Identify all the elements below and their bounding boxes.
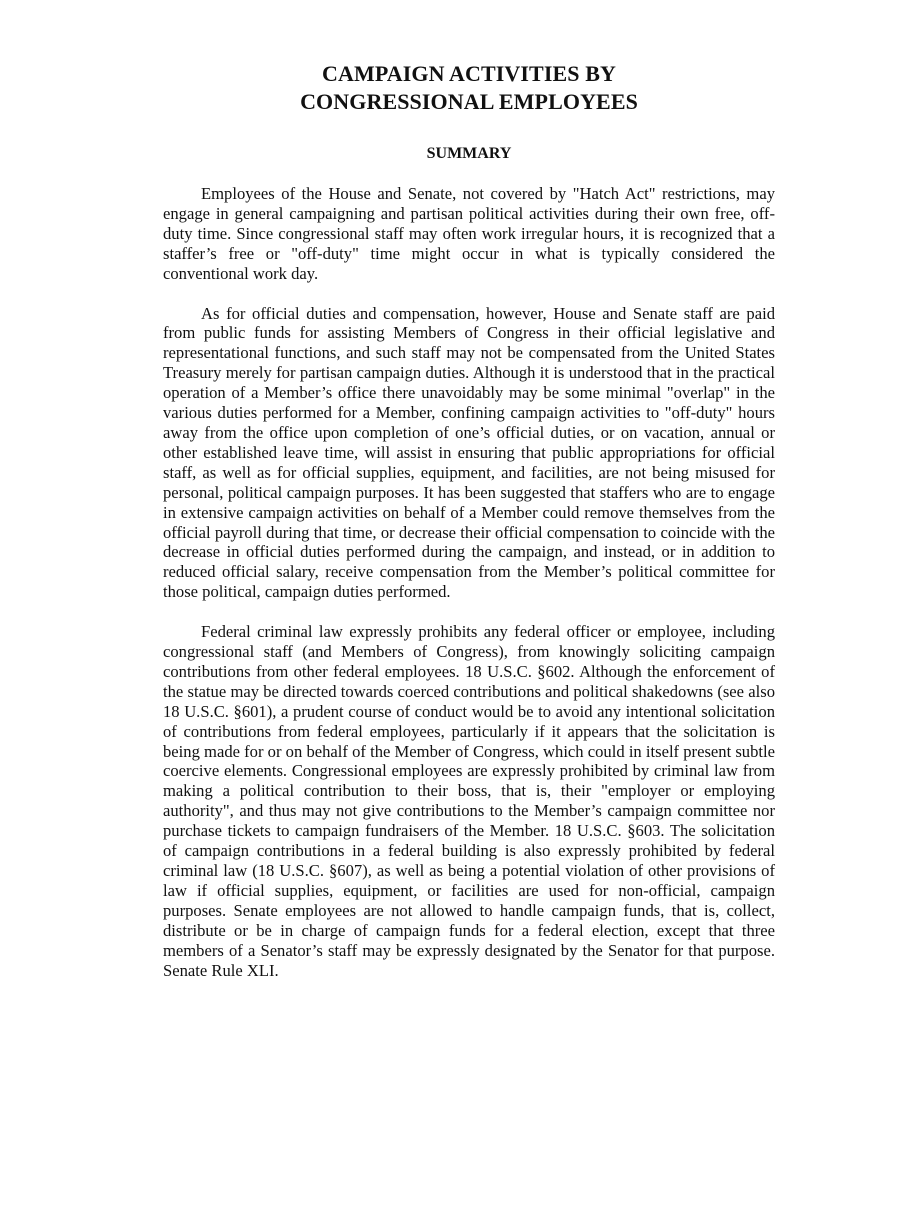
paragraph-hatch-act: Employees of the House and Senate, not covered by "Hatch Act" restrictions, may engage in general campaigning and partisan political activities during their own free, off-duty time. Since congressional staff may often work irregular hours, it is recognized that a staffer’s free or "off-duty" time might occur in what is typically considered the conventional work day.	[163, 184, 775, 283]
summary-heading: SUMMARY	[426, 145, 512, 162]
paragraph-criminal-law: Federal criminal law expressly prohibits any federal officer or employee, including congressional staff (and Members of Congress), from knowingly soliciting campaign contributions from other federal employees. 18 U.S.C. §602. Although the enforcement of the statue may be directed towards coerced contributions and political shakedowns (see also 18 U.S.C. §601), a prudent course of conduct would be to avoid any intentional solicitation of contributions from federal employees, particularly if it appears that the solicitation is being made for or on behalf of the Member of Congress, which could in itself present subtle coercive elements. Congressional employees are expressly prohibited by criminal law from making a political contribution to their boss, that is, their "employer or employing authority", and thus may not give contributions to the Member’s campaign committee nor purchase tickets to campaign fundraisers of the Member. 18 U.S.C. §603. The solicitation of campaign contributions in a federal building is also expressly prohibited by federal criminal law (18 U.S.C. §607), as well as being a potential violation of other provisions of law if official supplies, equipment, or facilities are used for non-official, campaign purposes. Senate employees are not allowed to handle campaign funds, that is, collect, distribute or be in charge of campaign funds for a federal election, except that three members of a Senator’s staff may be expressly designated by the Senator for that purpose. Senate Rule XLI.	[163, 622, 775, 980]
paragraph-official-duties: As for official duties and compensation, however, House and Senate staff are paid from public funds for assisting Members of Congress in their official legislative and representational functions, and such staff may not be compensated from the United States Treasury merely for partisan campaign duties. Although it is understood that in the practical operation of a Member’s office there unavoidably may be some minimal "overlap" in the various duties performed for a Member, confining campaign activities to "off-duty" hours away from the office upon completion of one’s official duties, or on vacation, annual or other established leave time, will assist in ensuring that public appropriations for official staff, as well as for official supplies, equipment, and facilities, are not being misused for personal, political campaign purposes. It has been suggested that staffers who are to engage in extensive campaign activities on behalf of a Member could remove themselves from the official payroll during that time, or decrease their official compensation to coincide with the decrease in official duties performed during the campaign, and instead, or in addition to reduced official salary, receive compensation from the Member’s political committee for those political, campaign duties performed.	[163, 303, 775, 602]
title-line-1: CAMPAIGN ACTIVITIES BY	[322, 61, 616, 86]
title-line-2: CONGRESSIONAL EMPLOYEES	[300, 89, 638, 114]
document-title	[163, 60, 775, 116]
document-page	[163, 60, 775, 1000]
